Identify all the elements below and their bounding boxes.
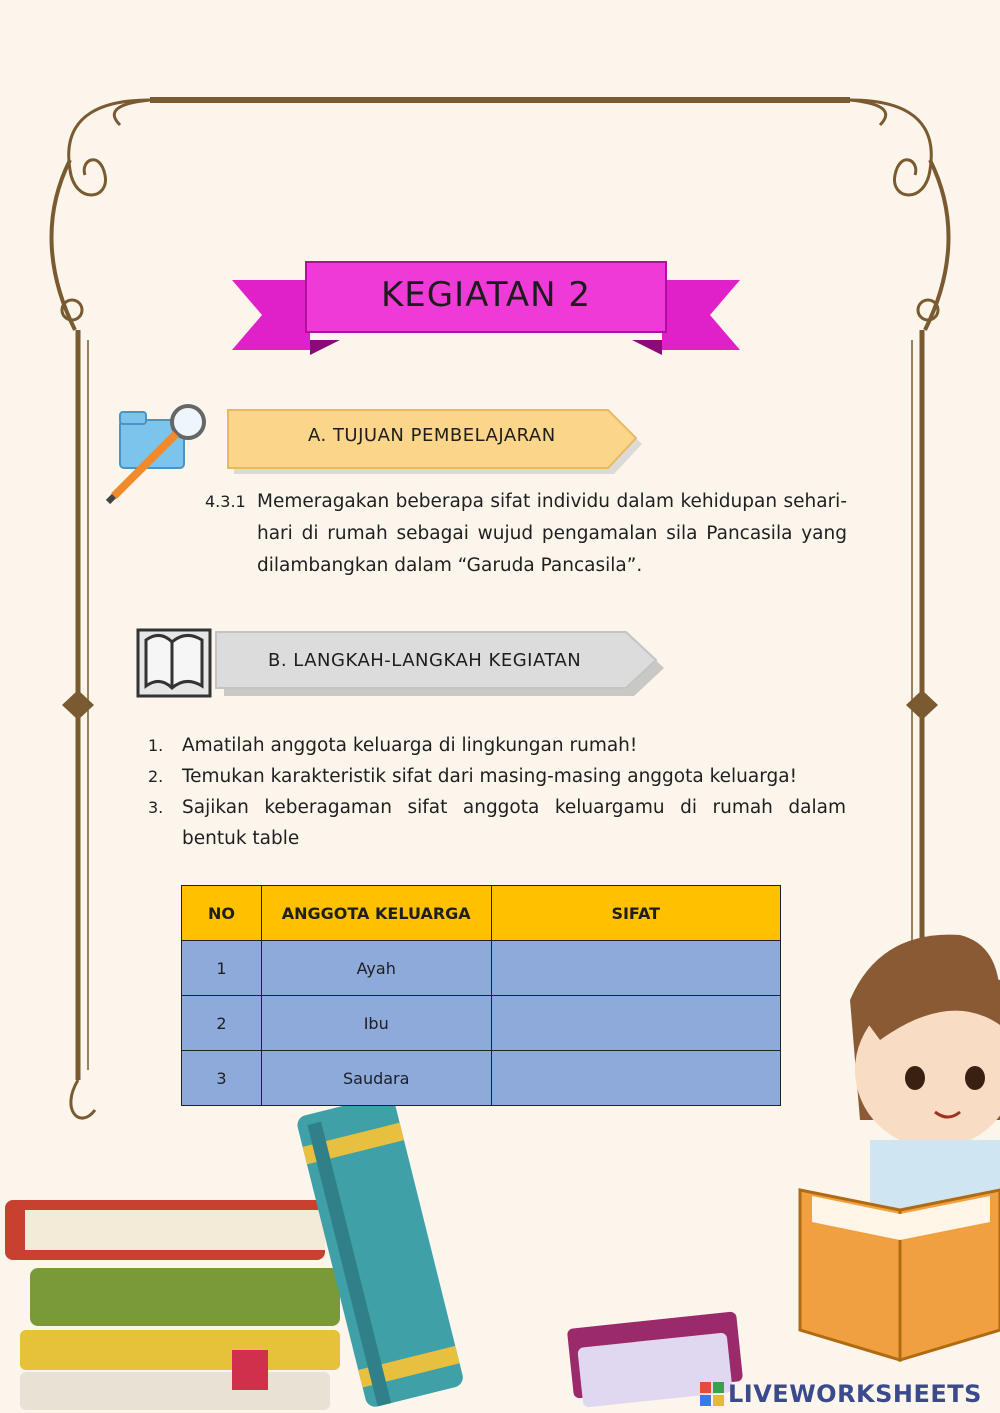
row-trait-input[interactable] [491,941,780,996]
objective-number: 4.3.1 [205,492,246,511]
row-trait-input[interactable] [491,1051,780,1106]
header-no: NO [182,886,262,941]
book-stack-illustration [5,1094,465,1410]
header-trait: SIFAT [491,886,780,941]
row-member: Saudara [261,1051,491,1106]
folder-magnifier-icon [108,406,204,502]
liveworksheets-watermark [700,1380,982,1408]
row-no: 2 [182,996,262,1051]
open-book-icon [138,630,210,696]
section-a-heading: A. TUJUAN PEMBELAJARAN [308,425,556,446]
row-member: Ayah [261,941,491,996]
watermark-text: LIVEWORKSHEETS [728,1380,982,1408]
list-item [148,730,846,761]
table-row [182,1051,781,1106]
step-number: 1. [148,736,164,755]
row-no: 1 [182,941,262,996]
table-row [182,941,781,996]
activity-steps [148,730,846,854]
header-member: ANGGOTA KELUARGA [261,886,491,941]
step-text: Amatilah anggota keluarga di lingkungan rumah! [182,735,638,756]
row-member: Ibu [261,996,491,1051]
step-text: Sajikan keberagaman sifat anggota keluargamu di rumah dalam bentuk table [182,797,846,849]
objective-text: Memeragakan beberapa sifat individu dalam kehidupan sehari-hari di rumah sebagai wujud pengamalan sila Pancasila yang dilambangkan dalam “Garuda Pancasila”. [257,491,847,576]
step-number: 2. [148,767,164,786]
row-no: 3 [182,1051,262,1106]
table-header-row [182,886,781,941]
page-title: KEGIATAN 2 [380,275,592,315]
list-item [148,792,846,854]
step-number: 3. [148,798,164,817]
list-item [148,761,846,792]
section-b-heading: B. LANGKAH-LANGKAH KEGIATAN [268,650,582,671]
learning-objective [205,486,847,582]
step-text: Temukan karakteristik sifat dari masing-masing anggota keluarga! [182,766,797,787]
liveworksheets-logo-icon [700,1382,724,1406]
family-traits-table [181,885,781,1106]
table-row [182,996,781,1051]
row-trait-input[interactable] [491,996,780,1051]
